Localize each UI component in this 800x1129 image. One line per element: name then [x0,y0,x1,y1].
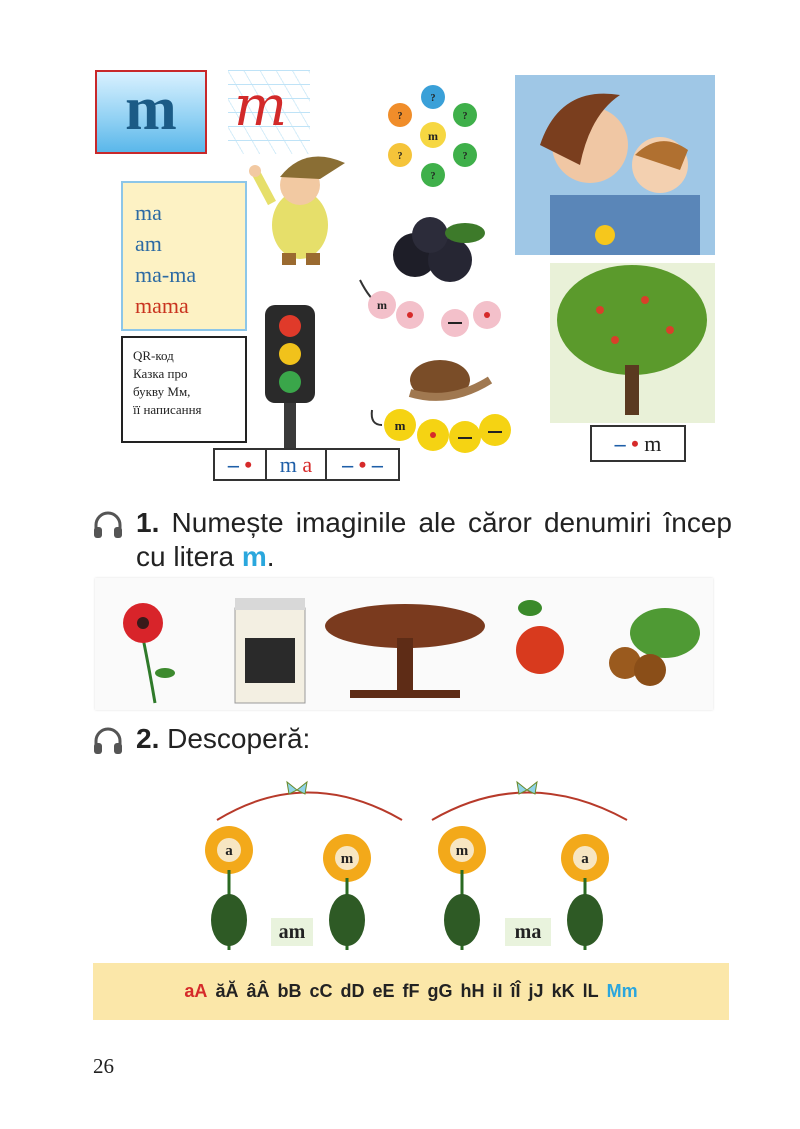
sunflower [323,834,371,950]
apple-illustration [516,600,564,674]
puzzle-question: ? [397,151,403,162]
sound-scheme [213,448,400,481]
sound-chain [360,280,501,337]
alphabet-letter: hH [460,981,485,1001]
headphones-icon[interactable] [92,510,124,540]
highlight-letter: m [241,541,267,572]
alphabet-letter: cC [309,981,333,1001]
traffic-light-illustration [265,305,315,448]
blackberries-illustration [393,217,485,282]
scheme-dot: • [631,430,639,456]
alphabet-letter: aA [184,981,208,1001]
alphabet-letter: ăĂ [215,981,239,1001]
syllable: ma [135,200,162,225]
scheme-dot: • [358,451,367,477]
alphabet-letter: dD [340,981,365,1001]
puzzle-question: ? [462,111,468,122]
dwarf-illustration [249,157,345,265]
hazelnuts-illustration [609,608,700,686]
headphones-icon[interactable] [92,726,124,756]
picture-strip [95,578,713,710]
snail-illustration [410,360,490,400]
alphabet-letter: jJ [528,981,544,1001]
alphabet-letter: lL [582,981,599,1001]
alphabet-letter: fF [402,981,420,1001]
letter-puzzle [388,85,477,187]
puzzle-center-letter: m [428,129,438,143]
scheme-dot: • [244,451,253,477]
task-instruction: Descoperă: [167,723,311,754]
sunflower [205,826,253,950]
flower-letter: a [225,843,233,859]
page-number: 26 [93,1054,114,1078]
stove-illustration [235,598,305,703]
scheme-dash: – [371,451,383,477]
scheme-letter: m [644,430,662,456]
task-instruction: Numește imaginile ale căror denumiri încep cu litera [136,507,733,572]
syllable: ma-ma [135,262,197,287]
scheme-letter: m [279,451,297,477]
task-1-text [136,506,732,574]
syllable-word: am [278,921,306,943]
sunflower-syllables [187,770,641,954]
poppy-illustration [123,603,175,703]
qr-line: Казка про [133,366,188,381]
syllable-word: ma [514,921,542,943]
flower-letter: a [581,851,589,867]
alphabet-letter: bB [277,981,302,1001]
table-illustration [325,604,485,698]
scheme-letter: a [302,451,313,477]
scheme-cell [267,450,327,479]
apple-tree-photo [550,263,715,423]
scheme-cell [215,450,267,479]
sunflower [438,826,486,950]
task-2-text [136,722,310,756]
alphabet-letter: âÂ [246,981,270,1001]
illustrations [120,75,720,485]
scheme-dash: – [614,430,626,456]
alphabet-letter: kK [551,981,575,1001]
alphabet-letter: Mm [606,981,638,1001]
qr-line: її написання [133,402,202,417]
syllable: mama [135,293,189,318]
alphabet-letter: îÎ [510,981,521,1001]
syllable: am [135,231,162,256]
puzzle-question: ? [430,93,436,104]
puzzle-question: ? [397,111,403,122]
alphabet-letter: gG [427,981,453,1001]
flower-letter: m [340,851,354,867]
script-letter: m [234,74,288,139]
print-letter: m [125,75,177,143]
scheme-cell [327,450,398,479]
puzzle-question: ? [430,171,436,182]
scheme-dash: – [342,451,354,477]
mother-children-photo [515,75,715,255]
sound-chain [372,409,511,453]
sunflower [561,834,609,950]
alphabet-strip [93,963,729,1020]
flower-letter: m [455,843,469,859]
task-punct: . [266,541,275,572]
scheme-dash: – [227,451,239,477]
chain-letter: m [377,298,387,312]
alphabet-letter: eE [372,981,395,1001]
tree-sound-scheme [590,425,686,462]
task-number: 2. [136,723,160,754]
chain-letter: m [394,418,406,433]
task-number: 1. [136,507,160,538]
qr-line: букву Мм, [133,384,191,399]
puzzle-question: ? [462,151,468,162]
alphabet-letter: iI [492,981,503,1001]
qr-line: QR-код [133,348,174,363]
